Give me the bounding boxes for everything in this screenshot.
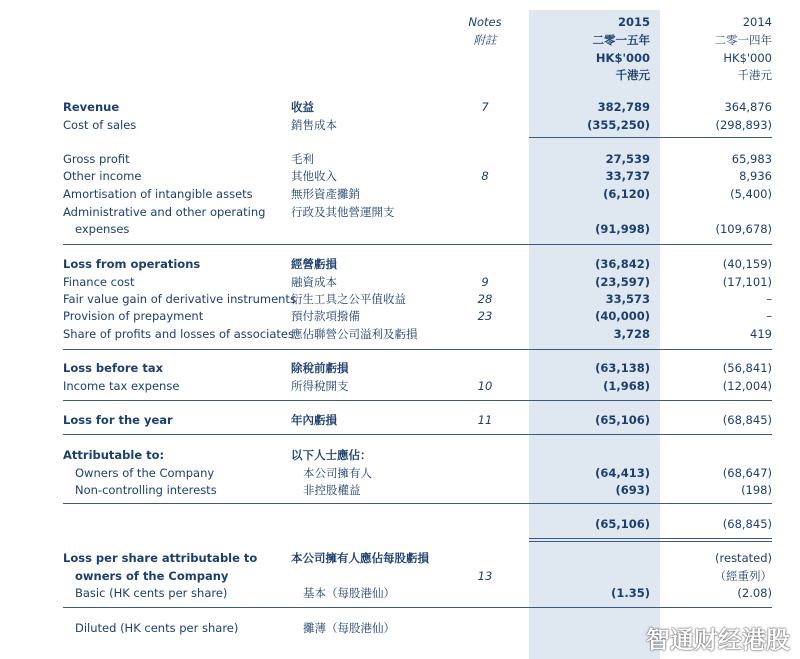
row-label: Finance cost <box>63 275 135 289</box>
row-label: Administrative and other operating <box>63 205 266 219</box>
row-value-2014: (198) <box>741 483 772 497</box>
row-value-2014: (2.08) <box>737 586 772 600</box>
total-double-line <box>529 538 772 542</box>
row-note: 23 <box>477 309 493 323</box>
row-value-2014: (40,159) <box>722 257 772 271</box>
row-value-2014: (68,845) <box>722 413 772 427</box>
row-value-2015: (693) <box>615 483 650 497</box>
row-value-2014: (298,893) <box>715 118 772 132</box>
row-value-2015: 27,539 <box>605 152 650 166</box>
row-label: Gross profit <box>63 152 130 166</box>
row-label: Attributable to: <box>63 448 165 462</box>
row-label: owners of the Company <box>75 569 229 583</box>
row-value-2014: (68,845) <box>722 517 772 531</box>
row-label: Loss before tax <box>63 361 164 375</box>
row-note: 10 <box>477 379 493 393</box>
row-label: Income tax expense <box>63 379 180 393</box>
row-label: Other income <box>63 169 142 183</box>
row-label-zh: 年內虧損 <box>291 413 337 427</box>
section-divider <box>63 434 772 435</box>
row-label: Diluted (HK cents per share) <box>75 621 239 635</box>
notes-header: Notes <box>468 15 502 29</box>
row-value-2015: (1.35) <box>611 586 650 600</box>
row-label: Revenue <box>63 100 120 114</box>
row-value-2015: 33,737 <box>605 169 650 183</box>
row-value-2014: (56,841) <box>722 361 772 375</box>
row-label-zh: 預付款項撥備 <box>291 309 360 323</box>
year-2014-header-zh: 二零一四年 <box>714 33 772 47</box>
row-value-2014: 419 <box>750 327 772 341</box>
row-label: Loss for the year <box>63 413 173 427</box>
row-value-2015: 382,789 <box>597 100 650 114</box>
row-note: 11 <box>477 413 493 427</box>
row-label-zh: 衍生工具之公平值收益 <box>291 292 406 306</box>
row-value-2015: (91,998) <box>595 222 650 236</box>
row-value-2015: (355,250) <box>587 118 650 132</box>
row-label-zh: 本公司擁有人應佔每股虧損 <box>291 551 429 565</box>
row-value-2015: (65,106) <box>595 413 650 427</box>
row-label: Amortisation of intangible assets <box>63 187 253 201</box>
row-label-zh: 行政及其他營運開支 <box>291 205 395 219</box>
row-note: 9 <box>481 275 489 289</box>
row-label: Non-controlling interests <box>75 483 217 497</box>
section-divider <box>63 400 772 401</box>
row-label-zh: 銷售成本 <box>291 118 337 132</box>
unit-2014-header: HK$'000 <box>723 51 772 65</box>
row-label-zh: 融資成本 <box>291 275 337 289</box>
row-value-2015: (36,842) <box>595 257 650 271</box>
watermark-logo <box>646 620 790 655</box>
row-label: Loss from operations <box>63 257 201 271</box>
row-note: 8 <box>481 169 489 183</box>
row-value-2015: (6,120) <box>603 187 650 201</box>
section-divider <box>63 244 772 245</box>
section-divider <box>63 349 772 350</box>
row-value-2014: (restated) <box>715 551 772 565</box>
row-label-zh: 收益 <box>291 100 314 114</box>
row-label: Share of profits and losses of associates <box>63 327 294 341</box>
row-label: Provision of prepayment <box>63 309 204 323</box>
row-value-2014: (68,647) <box>722 466 772 480</box>
row-value-2015: (40,000) <box>595 309 650 323</box>
notes-header-zh: 附註 <box>473 33 497 47</box>
unit-2015-header-zh: 千港元 <box>615 68 650 82</box>
row-value-2015: 33,573 <box>605 292 650 306</box>
row-value-2014: (109,678) <box>715 222 772 236</box>
row-label-zh: 非控股權益 <box>303 483 361 497</box>
year-2015-header-zh: 二零一五年 <box>592 33 650 47</box>
row-value-2015: (1,968) <box>603 379 650 393</box>
watermark-text: 智通财经港股 <box>646 626 790 654</box>
row-value-2014: (12,004) <box>722 379 772 393</box>
row-label-zh: 除稅前虧損 <box>291 361 349 375</box>
row-value-2014: 65,983 <box>731 152 772 166</box>
row-value-2015: (23,597) <box>595 275 650 289</box>
row-value-2014: 8,936 <box>739 169 772 183</box>
section-divider <box>63 503 772 504</box>
row-label: Fair value gain of derivative instruments <box>63 292 296 306</box>
row-label: Owners of the Company <box>75 466 215 480</box>
row-value-2015: 3,728 <box>613 327 650 341</box>
unit-2015-header: HK$'000 <box>595 51 650 65</box>
unit-2014-header-zh: 千港元 <box>737 68 772 82</box>
row-label: Cost of sales <box>63 118 137 132</box>
year-2015-header: 2015 <box>617 15 650 29</box>
row-label-zh: 以下人士應佔： <box>291 448 372 462</box>
row-value-2015: (64,413) <box>595 466 650 480</box>
row-label-zh: 本公司擁有人 <box>303 466 372 480</box>
row-label-zh: 基本（每股港仙） <box>303 586 395 600</box>
row-label: Basic (HK cents per share) <box>75 586 228 600</box>
row-value-2015: (63,138) <box>595 361 650 375</box>
row-value-2015: (65,106) <box>595 517 650 531</box>
subtotal-line <box>529 137 772 138</box>
row-value-2014: （經重列） <box>714 569 772 583</box>
row-value-2014: 364,876 <box>724 100 772 114</box>
row-note: 13 <box>477 569 493 583</box>
row-label-zh: 所得稅開支 <box>291 379 349 393</box>
row-label-zh: 無形資產攤銷 <box>291 187 360 201</box>
row-label-zh: 其他收入 <box>291 169 337 183</box>
row-value-2014: (5,400) <box>730 187 772 201</box>
row-value-2014: (17,101) <box>722 275 772 289</box>
row-label-zh: 攤薄（每股港仙） <box>303 621 395 635</box>
row-value-2014: – <box>766 292 772 306</box>
row-label-zh: 經營虧損 <box>291 257 337 271</box>
section-divider <box>63 607 772 608</box>
year-2014-header: 2014 <box>742 15 772 29</box>
row-label-zh: 毛利 <box>291 152 314 166</box>
row-note: 7 <box>481 100 489 114</box>
row-label-zh: 應佔聯營公司溢利及虧損 <box>291 327 418 341</box>
row-label: expenses <box>75 222 130 236</box>
row-value-2014: – <box>766 309 772 323</box>
row-note: 28 <box>477 292 493 306</box>
row-label: Loss per share attributable to <box>63 551 258 565</box>
